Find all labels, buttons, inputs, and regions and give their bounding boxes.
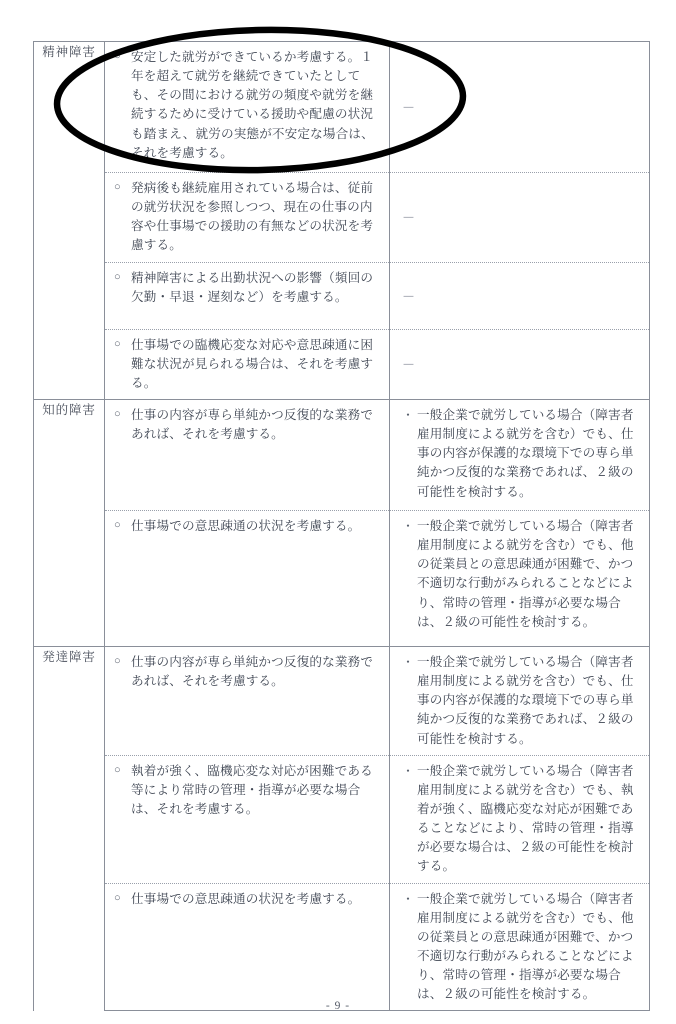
criteria-text-block: [105, 330, 389, 399]
judgement-cell: [390, 399, 650, 510]
judgement-text-block: [390, 353, 649, 375]
judgement-cell: [390, 329, 650, 399]
criteria-cell: [105, 510, 390, 646]
circle-marker-icon: ○: [114, 891, 121, 904]
category-cell-intellectual: [34, 399, 105, 646]
judgement-text-block: [390, 96, 649, 118]
list-item: [114, 890, 381, 909]
judgement-text: 一般企業で就労している場合（障害者雇用制度による就労を含む）でも、他の従業員との意思疎通が困難で、かつ不適切な行動がみられることなどにより、常時の管理・指導が必要な場合は、２級の可能性を検討する。: [417, 518, 634, 629]
judgement-cell: [390, 510, 650, 646]
criteria-text: 安定した就労ができているか考慮する。１年を超えて就労を継続できていたとしても、その間における就労の頻度や就労を継続するために受けている援助や配慮の状況も踏まえ、就労の実態が不安定な場合は、それを考慮する。: [131, 50, 374, 160]
table-row: [34, 646, 650, 755]
judgement-dash: －: [402, 357, 416, 373]
list-item: [114, 269, 381, 307]
criteria-text: 精神障害による出勤状況への影響（頻回の欠勤・早退・遅刻など）を考慮する。: [131, 270, 374, 304]
circle-marker-icon: ○: [114, 763, 121, 776]
criteria-text: 執着が強く、臨機応変な対応が困難である等により常時の管理・指導が必要な場合は、それを考慮する。: [131, 763, 373, 816]
table-body: [34, 42, 650, 1011]
criteria-cell: [105, 399, 390, 510]
list-item: [114, 653, 381, 691]
list-item: [400, 890, 641, 1005]
criteria-table: [33, 41, 650, 1011]
circle-marker-icon: ○: [114, 337, 121, 350]
circle-marker-icon: ○: [114, 270, 121, 283]
criteria-cell: [105, 262, 390, 329]
list-item: [114, 336, 381, 393]
category-label: 精神障害: [42, 45, 96, 59]
criteria-cell: [105, 755, 390, 883]
category-cell-developmental: [34, 646, 105, 1010]
judgement-dash: －: [402, 210, 416, 226]
criteria-cell: [105, 173, 390, 263]
criteria-text-block: [105, 173, 389, 262]
list-item: [400, 406, 641, 502]
judgement-dash: －: [402, 100, 416, 116]
judgement-text: 一般企業で就労している場合（障害者雇用制度による就労を含む）でも、仕事の内容が保護的な環境下での専ら単純かつ反復的な業務であれば、２級の可能性を検討する。: [417, 407, 634, 499]
bullet-marker-icon: ・: [402, 654, 415, 669]
circle-marker-icon: ○: [114, 407, 121, 420]
judgement-text-block: [390, 756, 649, 883]
table-row: [34, 399, 650, 510]
list-item: [400, 517, 641, 632]
criteria-text: 仕事場での意思疎通の状況を考慮する。: [131, 891, 361, 906]
table-row: [34, 510, 650, 646]
criteria-text-block: [105, 42, 389, 169]
judgement-text-block: [390, 285, 649, 307]
list-item: [114, 179, 381, 256]
list-item: [400, 762, 641, 877]
criteria-text-block: [105, 884, 389, 915]
criteria-cell: [105, 329, 390, 399]
criteria-text-block: [105, 511, 389, 542]
judgement-text-block: [390, 206, 649, 228]
criteria-text: 仕事場での臨機応変な対応や意思疎通に困難な状況が見られる場合は、それを考慮する。: [131, 337, 374, 390]
criteria-text-block: [105, 647, 389, 697]
criteria-text: 仕事場での意思疎通の状況を考慮する。: [131, 518, 361, 533]
judgement-cell: [390, 755, 650, 883]
list-item: [114, 762, 381, 819]
criteria-cell: [105, 883, 390, 1011]
judgement-cell: [390, 646, 650, 755]
circle-marker-icon: ○: [114, 181, 121, 193]
judgement-cell: [390, 883, 650, 1011]
judgement-cell: [390, 42, 650, 173]
judgement-cell: [390, 262, 650, 329]
table-row: [34, 883, 650, 1011]
criteria-text: 仕事の内容が専ら単純かつ反復的な業務であれば、それを考慮する。: [131, 654, 374, 689]
bullet-marker-icon: ・: [402, 518, 415, 533]
category-label: 知的障害: [42, 402, 96, 417]
list-item: [114, 517, 381, 536]
page-number: - 9 -: [325, 1000, 351, 1012]
circle-marker-icon: ○: [114, 50, 121, 62]
criteria-text-block: [105, 756, 389, 825]
circle-marker-icon: ○: [114, 654, 121, 667]
judgement-text-block: [390, 647, 649, 755]
judgement-text: 一般企業で就労している場合（障害者雇用制度による就労を含む）でも、執着が強く、臨機応変な対応が困難であることなどにより、常時の管理・指導が必要な場合は、２級の可能性を検討する。: [417, 763, 634, 874]
list-item: [114, 48, 381, 163]
category-cell-mental: [34, 42, 105, 400]
criteria-cell: [105, 646, 390, 755]
judgement-text-block: [390, 511, 649, 638]
table-row: [34, 755, 650, 883]
judgement-text: 一般企業で就労している場合（障害者雇用制度による就労を含む）でも、他の従業員との意思疎通が困難で、かつ不適切な行動がみられることなどにより、常時の管理・指導が必要な場合は、２級の可能性を検討する。: [417, 891, 634, 1002]
criteria-text: 仕事の内容が専ら単純かつ反復的な業務であれば、それを考慮する。: [131, 407, 374, 442]
list-item: [400, 653, 641, 749]
bullet-marker-icon: ・: [402, 891, 415, 906]
table-row: [34, 42, 650, 173]
criteria-cell: [105, 42, 390, 173]
judgement-text: 一般企業で就労している場合（障害者雇用制度による就労を含む）でも、仕事の内容が保護的な環境下での専ら単純かつ反復的な業務であれば、２級の可能性を検討する。: [417, 654, 634, 746]
criteria-text-block: [105, 263, 389, 313]
judgement-cell: [390, 173, 650, 263]
table-row: [34, 262, 650, 329]
judgement-text-block: [390, 884, 649, 1011]
table-row: [34, 329, 650, 399]
bullet-marker-icon: ・: [402, 763, 415, 778]
circle-marker-icon: ○: [114, 518, 121, 531]
judgement-dash: －: [402, 288, 416, 304]
criteria-text-block: [105, 400, 389, 450]
category-label: 発達障害: [42, 649, 96, 664]
bullet-marker-icon: ・: [402, 407, 415, 422]
judgement-text-block: [390, 400, 649, 508]
list-item: [114, 406, 381, 444]
table-row: [34, 173, 650, 263]
criteria-text: 発病後も継続雇用されている場合は、従前の就労状況を参照しつつ、現在の仕事の内容や仕事場での援助の有無などの状況を考慮する。: [131, 181, 374, 253]
